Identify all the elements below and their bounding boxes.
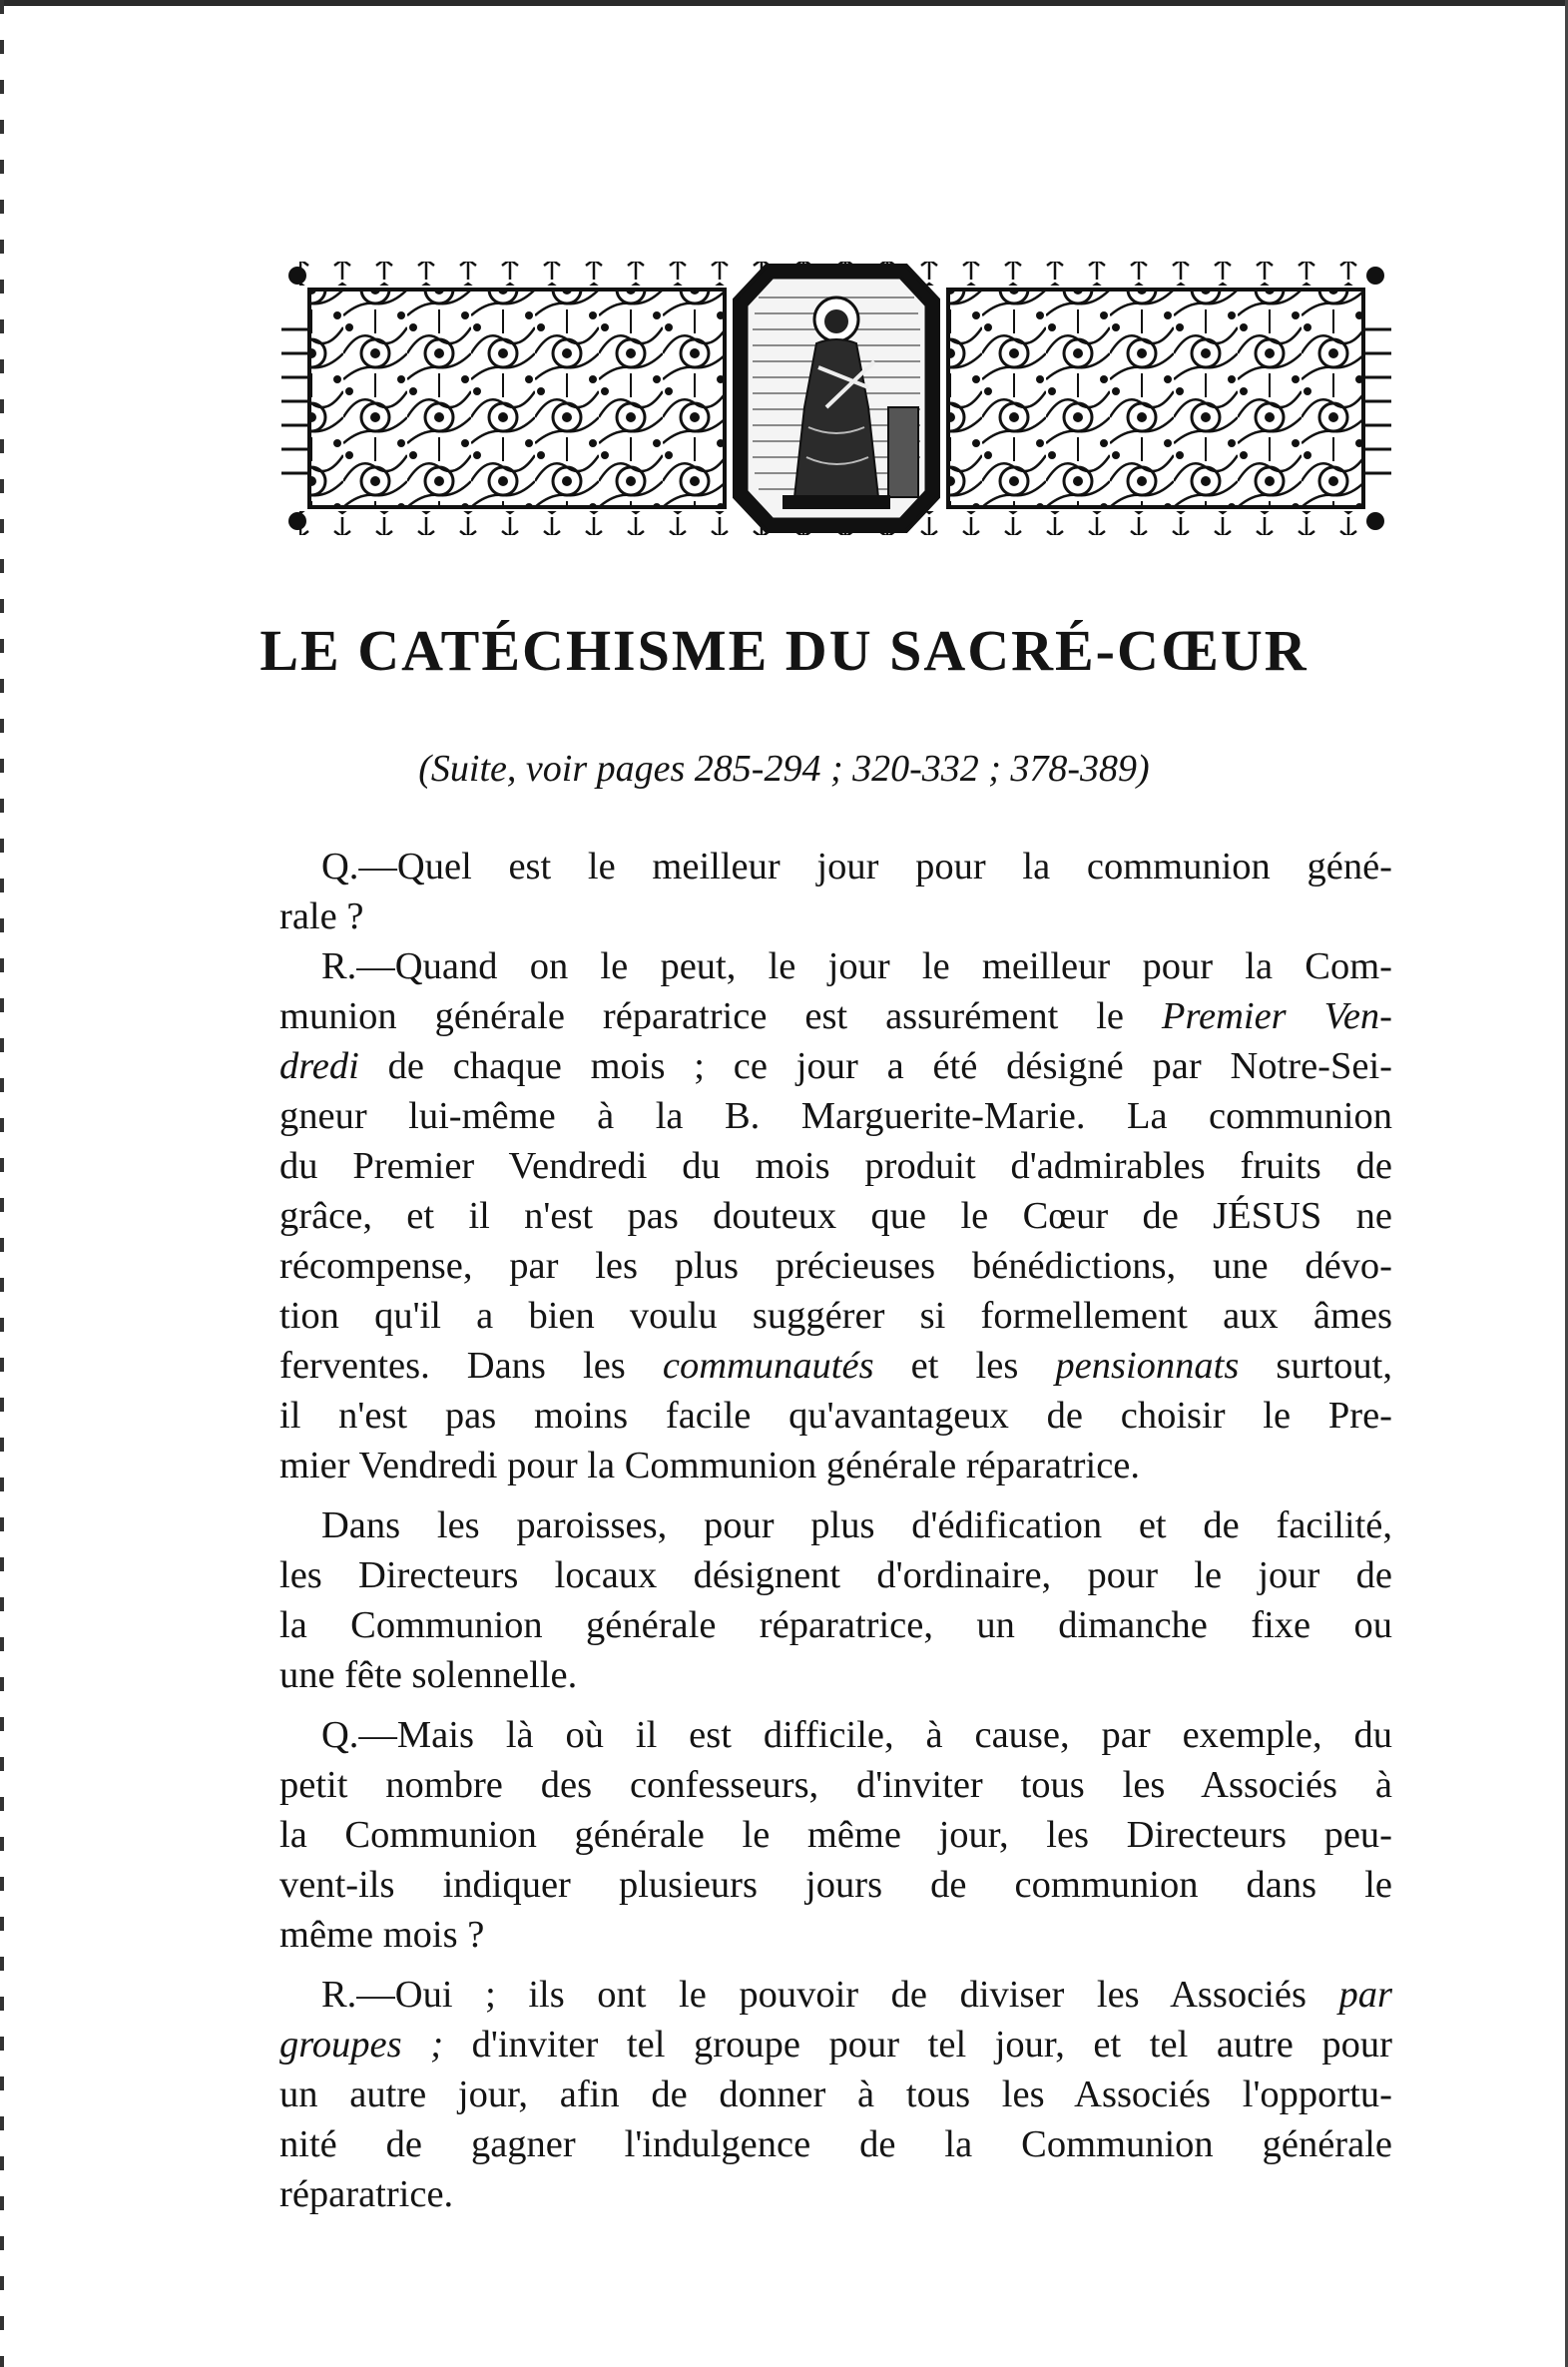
text-segment: R.—Oui ; ils ont le pouvoir de diviser les Associés	[321, 1974, 1339, 2016]
text-line	[279, 1340, 1392, 1392]
text-line	[279, 1240, 1392, 1292]
subtitle-page-references: (Suite, voir pages 285-294 ; 320-332 ; 378-389)	[418, 748, 1150, 790]
text-line	[279, 1649, 1392, 1701]
text-segment: R.—Quand on le peut, le jour le meilleur pour la Com-	[321, 945, 1392, 987]
text-line	[279, 2069, 1392, 2120]
text-line	[279, 1040, 1392, 1092]
page-left-edge	[0, 0, 4, 2367]
text-line	[279, 1759, 1392, 1811]
text-line	[279, 1599, 1392, 1651]
text-line	[279, 2168, 1392, 2220]
text-segment: vent-ils indiquer plusieurs jours de communion dans le	[279, 1864, 1392, 1906]
italic-segment: communautés	[662, 1345, 874, 1387]
text-line	[279, 1859, 1392, 1911]
text-line	[279, 1549, 1392, 1601]
page-title: LE CATÉCHISME DU SACRÉ-CŒUR	[260, 618, 1308, 683]
page-top-edge	[0, 0, 1568, 6]
text-line	[279, 1290, 1392, 1342]
italic-segment: Premier Ven-	[1161, 995, 1392, 1037]
text-line	[279, 1190, 1392, 1242]
italic-segment: dredi	[279, 1045, 359, 1087]
text-segment: même mois ?	[279, 1914, 485, 1956]
text-segment: petit nombre des confesseurs, d'inviter tous les Associés à	[279, 1764, 1392, 1806]
text-segment: Q.—Mais là où il est difficile, à cause, par exemple, du	[321, 1714, 1392, 1756]
text-segment: une fête solennelle.	[279, 1654, 578, 1696]
text-segment: Dans les paroisses, pour plus d'édification et de facilité,	[321, 1504, 1392, 1546]
text-line	[279, 1809, 1392, 1861]
text-segment: un autre jour, afin de donner à tous les Associés l'opportu-	[279, 2073, 1392, 2115]
text-segment: récompense, par les plus précieuses bénédictions, une dévo-	[279, 1245, 1392, 1287]
text-segment: mier Vendredi pour la Communion générale réparatrice.	[279, 1445, 1141, 1486]
text-line	[321, 1709, 1392, 1761]
text-line	[321, 940, 1392, 992]
text-segment: surtout,	[1239, 1345, 1392, 1387]
text-line	[321, 1969, 1392, 2021]
text-segment: munion générale réparatrice est assurément le	[279, 995, 1162, 1037]
text-segment: rale ?	[279, 895, 364, 937]
italic-segment: groupes ;	[279, 2024, 444, 2066]
text-line	[279, 890, 1392, 942]
text-segment: Q.—Quel est le meilleur jour pour la communion géné-	[321, 846, 1392, 888]
text-segment: gneur lui-même à la B. Marguerite-Marie. La communion	[279, 1095, 1392, 1137]
text-segment: de chaque mois ; ce jour a été désigné par Notre-Sei-	[358, 1045, 1392, 1087]
text-segment: les Directeurs locaux désignent d'ordinaire, pour le jour de	[279, 1554, 1392, 1596]
text-segment: il n'est pas moins facile qu'avantageux de choisir le Pre-	[279, 1395, 1392, 1437]
text-segment: nité de gagner l'indulgence de la Communion générale	[279, 2123, 1392, 2165]
ornamental-headpiece	[279, 258, 1393, 539]
text-segment: réparatrice.	[279, 2173, 454, 2215]
text-line	[321, 1499, 1392, 1551]
text-segment: la Communion générale réparatrice, un dimanche fixe ou	[279, 1604, 1392, 1646]
text-line	[279, 1440, 1392, 1491]
italic-segment: par	[1338, 1974, 1392, 2016]
text-segment: ferventes. Dans les	[279, 1345, 663, 1387]
text-line	[321, 841, 1392, 892]
text-line	[279, 990, 1392, 1042]
text-line	[279, 1390, 1392, 1442]
text-line	[279, 2118, 1392, 2170]
text-segment: et les	[873, 1345, 1056, 1387]
text-line	[279, 1909, 1392, 1961]
text-line	[279, 2019, 1392, 2071]
text-segment: grâce, et il n'est pas douteux que le Cœur de JÉSUS ne	[279, 1195, 1392, 1237]
text-segment: tion qu'il a bien voulu suggérer si formellement aux âmes	[279, 1295, 1392, 1337]
text-segment: d'inviter tel groupe pour tel jour, et tel autre pour	[443, 2024, 1392, 2066]
text-line	[279, 1090, 1392, 1142]
text-line	[279, 1140, 1392, 1192]
italic-segment: pensionnats	[1055, 1345, 1240, 1387]
text-segment: la Communion générale le même jour, les Directeurs peu-	[279, 1814, 1392, 1856]
text-segment: du Premier Vendredi du mois produit d'admirables fruits de	[279, 1145, 1392, 1187]
